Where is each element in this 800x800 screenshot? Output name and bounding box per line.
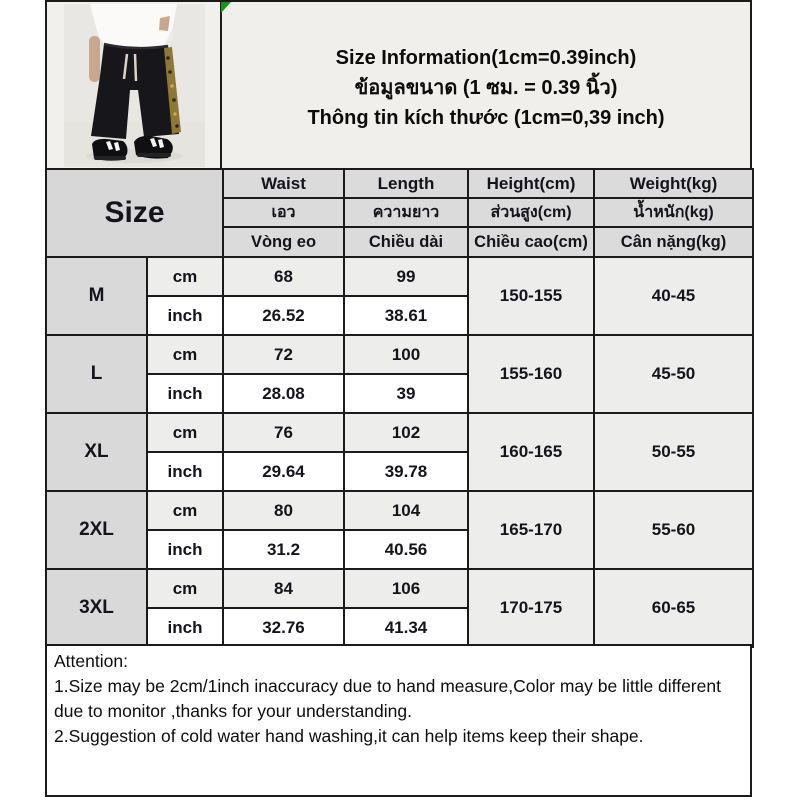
cell-waist-cm: 76 — [223, 413, 344, 452]
col-header-weight-en: Weight(kg) — [594, 169, 753, 198]
unit-cm: cm — [147, 569, 223, 608]
cell-waist-inch: 29.64 — [223, 452, 344, 491]
unit-inch: inch — [147, 374, 223, 413]
cell-height: 155-160 — [468, 335, 594, 413]
size-table — [45, 168, 754, 648]
cell-waist-cm: 80 — [223, 491, 344, 530]
attention-box — [45, 644, 752, 797]
product-photo — [64, 4, 205, 167]
unit-cm: cm — [147, 335, 223, 374]
cell-length-cm: 106 — [344, 569, 468, 608]
attention-heading: Attention: — [54, 651, 128, 671]
size-label-xl: XL — [46, 413, 147, 491]
unit-inch: inch — [147, 608, 223, 647]
cell-height: 160-165 — [468, 413, 594, 491]
unit-inch: inch — [147, 296, 223, 335]
cell-waist-cm: 72 — [223, 335, 344, 374]
green-corner-accent — [221, 2, 231, 13]
cell-height: 165-170 — [468, 491, 594, 569]
title-english: Size Information(1cm=0.39inch) — [335, 47, 637, 69]
cell-waist-inch: 26.52 — [223, 296, 344, 335]
attention-note-2: 2.Suggestion of cold water hand washing,it can help items keep their shape. — [54, 726, 644, 746]
size-label-m: M — [46, 257, 147, 335]
cell-waist-cm: 84 — [223, 569, 344, 608]
col-header-weight-th: น้ำหนัก(kg) — [594, 198, 753, 227]
cell-length-inch: 41.34 — [344, 608, 468, 647]
title-thai: ข้อมูลขนาด (1 ซม. = 0.39 นิ้ว) — [354, 77, 618, 99]
cell-length-cm: 102 — [344, 413, 468, 452]
col-header-waist-th: เอว — [223, 198, 344, 227]
size-label-l: L — [46, 335, 147, 413]
unit-cm: cm — [147, 257, 223, 296]
unit-cm: cm — [147, 491, 223, 530]
cell-weight: 60-65 — [594, 569, 753, 647]
col-header-length-en: Length — [344, 169, 468, 198]
cell-waist-inch: 32.76 — [223, 608, 344, 647]
col-header-length-vi: Chiều dài — [344, 227, 468, 257]
cell-length-inch: 38.61 — [344, 296, 468, 335]
cell-length-inch: 39 — [344, 374, 468, 413]
size-label-3xl: 3XL — [46, 569, 147, 647]
cell-height: 150-155 — [468, 257, 594, 335]
col-header-weight-vi: Cân nặng(kg) — [594, 227, 753, 257]
col-header-height-th: ส่วนสูง(cm) — [468, 198, 594, 227]
cell-weight: 40-45 — [594, 257, 753, 335]
cell-weight: 55-60 — [594, 491, 753, 569]
attention-note-1: 1.Size may be 2cm/1inch inaccuracy due to hand measure,Color may be little different due to monitor ,thanks for your understanding. — [54, 676, 721, 721]
unit-cm: cm — [147, 413, 223, 452]
col-header-waist-vi: Vòng eo — [223, 227, 344, 257]
size-label-2xl: 2XL — [46, 491, 147, 569]
title-vietnamese: Thông tin kích thước (1cm=0,39 inch) — [307, 107, 665, 129]
col-header-length-th: ความยาว — [344, 198, 468, 227]
col-header-height-vi: Chiều cao(cm) — [468, 227, 594, 257]
cell-weight: 50-55 — [594, 413, 753, 491]
cell-length-cm: 100 — [344, 335, 468, 374]
col-header-height-en: Height(cm) — [468, 169, 594, 198]
cell-weight: 45-50 — [594, 335, 753, 413]
unit-inch: inch — [147, 452, 223, 491]
size-header-cell: Size — [46, 169, 223, 257]
top-section — [45, 0, 752, 170]
cell-waist-inch: 31.2 — [223, 530, 344, 569]
unit-inch: inch — [147, 530, 223, 569]
cell-waist-cm: 68 — [223, 257, 344, 296]
cell-length-cm: 104 — [344, 491, 468, 530]
cell-height: 170-175 — [468, 569, 594, 647]
cell-waist-inch: 28.08 — [223, 374, 344, 413]
product-image-cell — [47, 2, 222, 168]
cell-length-cm: 99 — [344, 257, 468, 296]
col-header-waist-en: Waist — [223, 169, 344, 198]
cell-length-inch: 39.78 — [344, 452, 468, 491]
cell-length-inch: 40.56 — [344, 530, 468, 569]
title-block — [222, 2, 750, 168]
